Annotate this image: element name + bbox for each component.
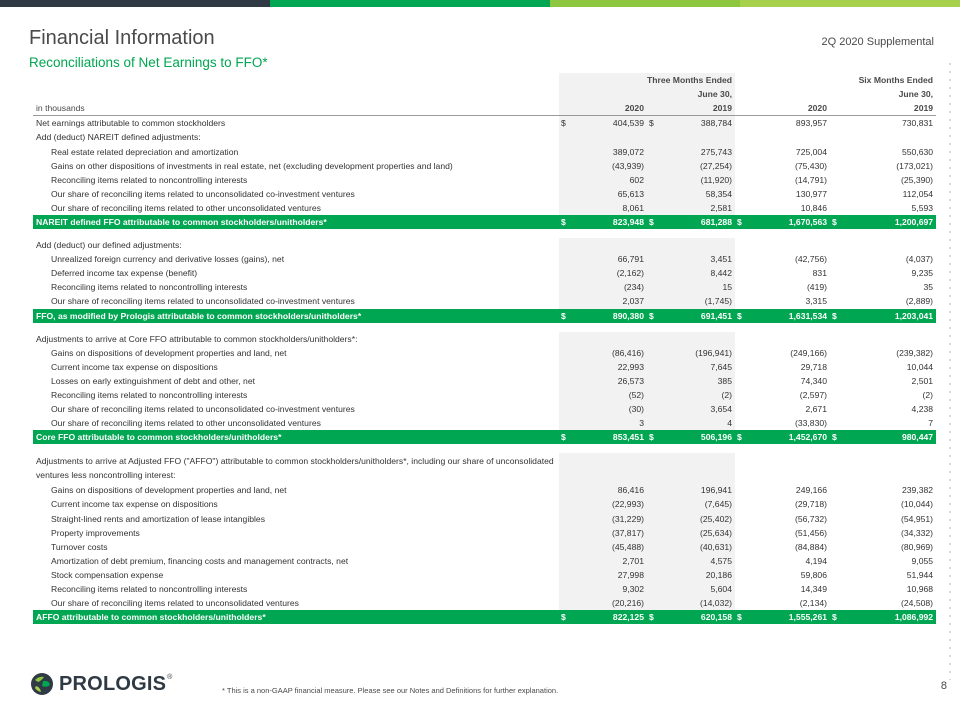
row-label: Turnover costs xyxy=(51,541,108,552)
value-cell: (56,732) xyxy=(794,513,827,524)
value-cell: 130,977 xyxy=(795,188,827,199)
header-three-months-date: June 30, xyxy=(559,87,735,101)
header-row-years xyxy=(33,101,936,116)
total-label: FFO, as modified by Prologis attributable to common stockholders/unitholders* xyxy=(33,309,559,323)
value-cell: 10,044 xyxy=(906,361,934,372)
value-cell: (2) xyxy=(659,388,735,402)
spacer-row xyxy=(33,229,936,238)
header-six-months-date: June 30, xyxy=(898,89,934,100)
value-cell: (14,032) xyxy=(659,596,735,610)
value-cell: 22,993 xyxy=(571,360,647,374)
table-row xyxy=(33,252,936,266)
value-cell: (84,884) xyxy=(794,541,827,552)
value-cell: 59,806 xyxy=(800,569,827,580)
section-heading-row xyxy=(33,453,936,483)
dollar-sign: $ xyxy=(735,430,747,444)
value-cell: 4,238 xyxy=(911,404,934,415)
value-cell: 404,539 xyxy=(571,116,647,131)
header-three-months: Three Months Ended xyxy=(559,73,735,87)
dollar-sign: $ xyxy=(559,309,571,323)
row-label: Our share of reconciling items related to unconsolidated co-investment ventures xyxy=(51,296,355,307)
value-cell: 389,072 xyxy=(571,144,647,158)
dollar-sign: $ xyxy=(830,430,842,444)
value-cell: (173,021) xyxy=(896,160,934,171)
value-cell: 20,186 xyxy=(659,568,735,582)
value-cell: 249,166 xyxy=(795,485,827,496)
value-cell: 58,354 xyxy=(659,187,735,201)
value-cell: 112,054 xyxy=(902,188,934,199)
value-cell: 831 xyxy=(812,268,827,279)
value-cell: (239,382) xyxy=(896,347,934,358)
dollar-sign: $ xyxy=(735,610,747,624)
row-label: Our share of reconciling items related to unconsolidated co-investment ventures xyxy=(51,404,355,415)
value-cell: 1,203,041 xyxy=(842,309,936,323)
table-row xyxy=(33,346,936,360)
table-row xyxy=(33,416,936,430)
row-label: Our share of reconciling items related to unconsolidated co-investment ventures xyxy=(51,188,355,199)
value-cell: 8,061 xyxy=(571,201,647,215)
table-row xyxy=(33,187,936,201)
unit-label: in thousands xyxy=(33,101,559,116)
row-label: Amortization of debt premium, financing costs and management contracts, net xyxy=(51,555,349,566)
value-cell: 1,555,261 xyxy=(747,610,830,624)
value-cell: (31,229) xyxy=(571,512,647,526)
prologis-globe-icon xyxy=(30,672,54,696)
value-cell: 506,196 xyxy=(659,430,735,444)
value-cell: 1,086,992 xyxy=(842,610,936,624)
value-cell: 890,380 xyxy=(571,309,647,323)
table-row xyxy=(33,596,936,610)
value-cell: 691,451 xyxy=(659,309,735,323)
dollar-sign: $ xyxy=(830,215,842,229)
table-row xyxy=(33,388,936,402)
row-label: Reconciling items related to noncontrolling interests xyxy=(51,584,248,595)
value-cell: (234) xyxy=(571,280,647,294)
value-cell: 9,302 xyxy=(571,582,647,596)
table-row xyxy=(33,526,936,540)
value-cell: 681,288 xyxy=(659,215,735,229)
header-year-ytd-2019: 2019 xyxy=(842,101,936,116)
value-cell: 550,630 xyxy=(901,146,934,157)
value-cell: (29,718) xyxy=(794,499,827,510)
table-row xyxy=(33,497,936,511)
value-cell: (40,631) xyxy=(659,540,735,554)
table-row xyxy=(33,402,936,416)
row-label: Our share of reconciling items related to other unconsolidated ventures xyxy=(51,202,321,213)
value-cell: 2,037 xyxy=(571,294,647,308)
value-cell: 14,349 xyxy=(800,584,827,595)
value-cell: (25,402) xyxy=(659,512,735,526)
value-cell: (1,745) xyxy=(659,294,735,308)
section-heading: Adjustments to arrive at Core FFO attributable to common stockholders/unitholders*: xyxy=(36,333,358,344)
dollar-sign: $ xyxy=(647,116,659,131)
value-cell: (54,951) xyxy=(901,513,934,524)
reconciliation-table xyxy=(33,73,936,624)
value-cell: 4 xyxy=(659,416,735,430)
value-cell: 9,235 xyxy=(911,268,934,279)
value-cell: 725,004 xyxy=(795,146,827,157)
dollar-sign: $ xyxy=(647,610,659,624)
value-cell: 5,604 xyxy=(659,582,735,596)
value-cell: 10,846 xyxy=(800,202,827,213)
value-cell: (51,456) xyxy=(794,527,827,538)
value-cell: (45,488) xyxy=(571,540,647,554)
value-cell: (25,634) xyxy=(659,526,735,540)
value-cell: (27,254) xyxy=(659,159,735,173)
table-row xyxy=(33,554,936,568)
header-year-q-2020: 2020 xyxy=(571,101,647,116)
value-cell: 730,831 xyxy=(901,118,934,129)
value-cell: (22,993) xyxy=(571,497,647,511)
row-label: Unrealized foreign currency and derivative losses (gains), net xyxy=(51,254,285,265)
value-cell: 602 xyxy=(571,173,647,187)
value-cell: (24,508) xyxy=(901,598,934,609)
value-cell: (2,597) xyxy=(799,390,827,401)
table-row xyxy=(33,568,936,582)
row-label: Reconciling items related to noncontrolling interests xyxy=(51,390,248,401)
accent-segment-light-green xyxy=(550,0,740,7)
value-cell: 385 xyxy=(659,374,735,388)
total-row xyxy=(33,309,936,323)
total-row xyxy=(33,610,936,624)
value-cell: (43,939) xyxy=(571,159,647,173)
footnote: * This is a non-GAAP financial measure. Please see our Notes and Definitions for further explanation. xyxy=(222,686,559,695)
value-cell: 388,784 xyxy=(659,116,735,131)
page-subtitle: Reconciliations of Net Earnings to FFO* xyxy=(29,55,268,70)
table-row xyxy=(33,280,936,294)
value-cell: 853,451 xyxy=(571,430,647,444)
row-label: Our share of reconciling items related to other unconsolidated ventures xyxy=(51,418,321,429)
table-row xyxy=(33,374,936,388)
value-cell: (4,037) xyxy=(905,254,934,265)
value-cell: 2,671 xyxy=(805,404,827,415)
value-cell: (10,044) xyxy=(901,499,934,510)
accent-segment-lime xyxy=(740,0,960,7)
page-title: Financial Information xyxy=(29,27,215,49)
table-row xyxy=(33,173,936,187)
value-cell: 10,968 xyxy=(906,584,934,595)
row-label: Property improvements xyxy=(51,527,140,538)
table-row xyxy=(33,144,936,158)
value-cell: 2,501 xyxy=(911,375,934,386)
row-label: Current income tax expense on dispositions xyxy=(51,361,218,372)
value-cell: (20,216) xyxy=(571,596,647,610)
value-cell: (80,969) xyxy=(901,541,934,552)
value-cell: (86,416) xyxy=(571,346,647,360)
total-label: Core FFO attributable to common stockholders/unitholders* xyxy=(33,430,559,444)
value-cell: 8,442 xyxy=(659,266,735,280)
value-cell: 275,743 xyxy=(659,144,735,158)
top-accent-bar xyxy=(0,0,960,7)
value-cell: 35 xyxy=(923,282,934,293)
decorative-dot-pattern xyxy=(946,60,954,680)
value-cell: (52) xyxy=(571,388,647,402)
table-row xyxy=(33,512,936,526)
dollar-sign: $ xyxy=(559,116,571,131)
total-row xyxy=(33,430,936,444)
value-cell: 4,194 xyxy=(805,555,827,566)
total-label: AFFO attributable to common stockholders/unitholders* xyxy=(33,610,559,624)
row-label: Our share of reconciling items related to unconsolidated ventures xyxy=(51,598,299,609)
supplemental-label: 2Q 2020 Supplemental xyxy=(821,36,934,48)
row-label: Net earnings attributable to common stockholders xyxy=(36,118,226,129)
value-cell: 5,593 xyxy=(911,202,934,213)
value-cell: (249,166) xyxy=(790,347,827,358)
value-cell: (75,430) xyxy=(794,160,827,171)
value-cell: (33,830) xyxy=(794,418,827,429)
accent-segment-green xyxy=(270,0,550,7)
value-cell: (11,920) xyxy=(659,173,735,187)
value-cell: 822,125 xyxy=(571,610,647,624)
row-label: Deferred income tax expense (benefit) xyxy=(51,268,198,279)
value-cell: 980,447 xyxy=(842,430,936,444)
table-row xyxy=(33,266,936,280)
value-cell: 51,944 xyxy=(906,569,934,580)
row-label: Losses on early extinguishment of debt and other, net xyxy=(51,375,255,386)
row-label: Current income tax expense on dispositions xyxy=(51,499,218,510)
dollar-sign: $ xyxy=(559,610,571,624)
table-row xyxy=(33,483,936,497)
value-cell: 27,998 xyxy=(571,568,647,582)
dollar-sign: $ xyxy=(559,430,571,444)
header-six-months: Six Months Ended xyxy=(858,75,934,86)
value-cell: 9,055 xyxy=(911,555,934,566)
value-cell: 2,701 xyxy=(571,554,647,568)
value-cell: (419) xyxy=(806,282,827,293)
value-cell: 3 xyxy=(571,416,647,430)
value-cell: 7,645 xyxy=(659,360,735,374)
spacer-row xyxy=(33,323,936,332)
accent-segment-navy xyxy=(0,0,270,7)
section-heading: Add (deduct) NAREIT defined adjustments: xyxy=(36,132,201,143)
dollar-sign: $ xyxy=(830,309,842,323)
row-label: Stock compensation expense xyxy=(51,569,164,580)
row-label: Real estate related depreciation and amortization xyxy=(51,146,239,157)
value-cell: 65,613 xyxy=(571,187,647,201)
value-cell: 1,631,534 xyxy=(747,309,830,323)
page-number: 8 xyxy=(940,680,947,692)
table-row xyxy=(33,159,936,173)
value-cell: 29,718 xyxy=(800,361,827,372)
header-row-dates xyxy=(33,87,936,101)
table-row xyxy=(33,294,936,308)
row-label: Gains on dispositions of development properties and land, net xyxy=(51,485,287,496)
value-cell: 74,340 xyxy=(800,375,827,386)
value-cell: (34,332) xyxy=(901,527,934,538)
value-cell: (14,791) xyxy=(794,174,827,185)
value-cell: 3,315 xyxy=(805,296,827,307)
value-cell: 86,416 xyxy=(571,483,647,497)
dollar-sign: $ xyxy=(830,610,842,624)
value-cell: 620,158 xyxy=(659,610,735,624)
value-cell: 1,452,670 xyxy=(747,430,830,444)
value-cell: 1,200,697 xyxy=(842,215,936,229)
value-cell: 2,581 xyxy=(659,201,735,215)
value-cell: 7 xyxy=(928,418,934,429)
value-cell: (2,889) xyxy=(905,296,934,307)
value-cell: 823,948 xyxy=(571,215,647,229)
value-cell: (2,134) xyxy=(799,598,827,609)
dollar-sign: $ xyxy=(647,215,659,229)
total-label: NAREIT defined FFO attributable to common stockholders/unitholders* xyxy=(33,215,559,229)
value-cell: (2) xyxy=(922,390,934,401)
table-row xyxy=(33,116,936,131)
value-cell: (42,756) xyxy=(794,254,827,265)
header-year-ytd-2020: 2020 xyxy=(747,101,830,116)
value-cell: 26,573 xyxy=(571,374,647,388)
value-cell: (30) xyxy=(571,402,647,416)
value-cell: 1,670,563 xyxy=(747,215,830,229)
value-cell: (196,941) xyxy=(659,346,735,360)
value-cell: 893,957 xyxy=(795,118,827,129)
value-cell: (37,817) xyxy=(571,526,647,540)
value-cell: (2,162) xyxy=(571,266,647,280)
row-label: Reconciling items related to noncontrolling interests xyxy=(51,174,248,185)
section-heading-row xyxy=(33,130,936,144)
table-row xyxy=(33,540,936,554)
value-cell: 3,654 xyxy=(659,402,735,416)
section-heading-row xyxy=(33,238,936,252)
prologis-logo xyxy=(30,672,172,696)
value-cell: 66,791 xyxy=(571,252,647,266)
dollar-sign: $ xyxy=(647,430,659,444)
table-row xyxy=(33,201,936,215)
value-cell: (7,645) xyxy=(659,497,735,511)
table-row xyxy=(33,582,936,596)
logo-trademark: ® xyxy=(167,673,173,681)
value-cell: 239,382 xyxy=(901,485,934,496)
row-label: Straight-lined rents and amortization of lease intangibles xyxy=(51,513,266,524)
section-heading: Add (deduct) our defined adjustments: xyxy=(36,240,182,251)
value-cell: 196,941 xyxy=(659,483,735,497)
spacer-row xyxy=(33,444,936,453)
dollar-sign: $ xyxy=(647,309,659,323)
dollar-sign: $ xyxy=(559,215,571,229)
table-row xyxy=(33,360,936,374)
value-cell: 15 xyxy=(659,280,735,294)
header-year-q-2019: 2019 xyxy=(659,101,735,116)
total-row xyxy=(33,215,936,229)
row-label: Gains on dispositions of development properties and land, net xyxy=(51,347,287,358)
row-label: Reconciling items related to noncontrolling interests xyxy=(51,282,248,293)
header-row-periods xyxy=(33,73,936,87)
value-cell: 4,575 xyxy=(659,554,735,568)
section-heading: Adjustments to arrive at Adjusted FFO ("AFFO") attributable to common stockholders/unitholders*, including our share of unconsolidated ventures less noncontrolling interest: xyxy=(36,456,554,481)
section-heading-row xyxy=(33,332,936,346)
row-label: Gains on other dispositions of investments in real estate, net (excluding development properties and land) xyxy=(51,160,453,171)
logo-wordmark: PROLOGIS xyxy=(59,672,167,695)
value-cell: 3,451 xyxy=(659,252,735,266)
dollar-sign: $ xyxy=(735,215,747,229)
dollar-sign: $ xyxy=(735,309,747,323)
value-cell: (25,390) xyxy=(901,174,934,185)
